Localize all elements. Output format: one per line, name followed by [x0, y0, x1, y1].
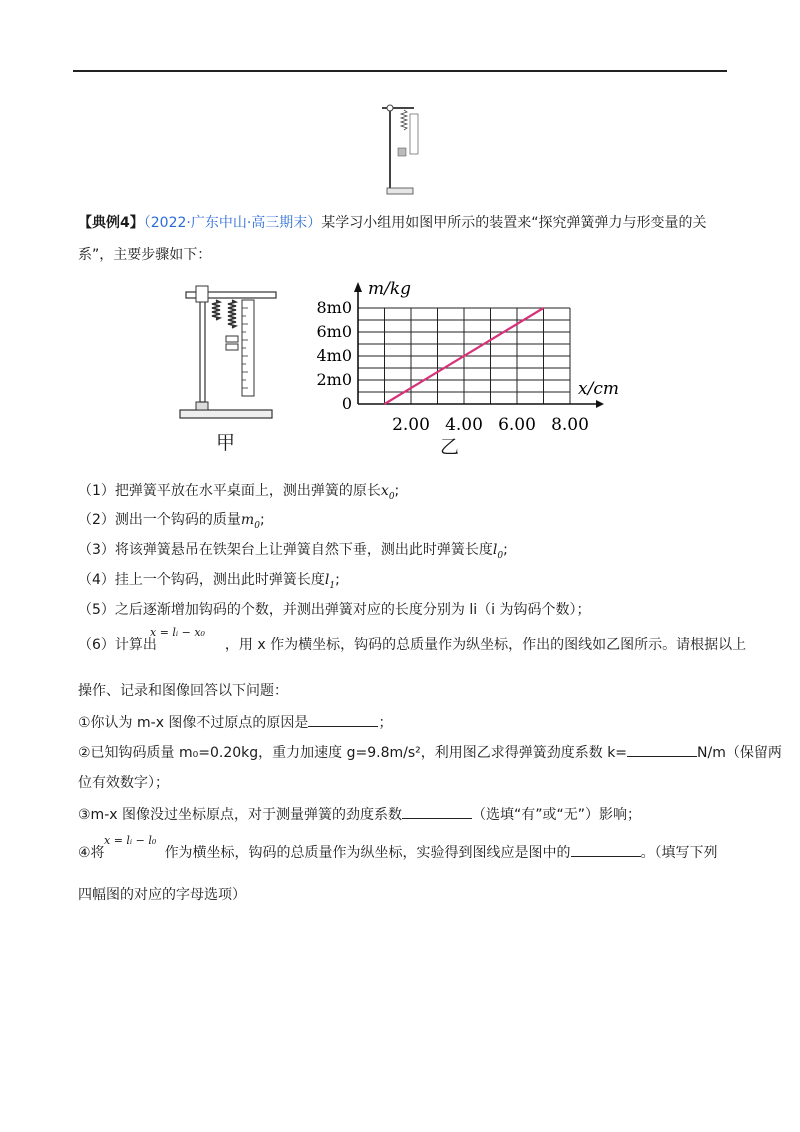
step-6-prefix: （6）计算出 — [78, 637, 157, 653]
question-3-options: （选填“有”或“无”）影响； — [471, 807, 641, 823]
step-2-text: （2）测出一个钩码的质量 — [78, 512, 241, 528]
question-4-formula: x = lᵢ − l₀ — [104, 834, 157, 847]
step-1 — [78, 482, 738, 506]
x-axis-label: x/cm — [578, 379, 619, 399]
y-tick-label: 4m0 — [316, 346, 352, 365]
step-2-variable: $m_0$ — [240, 512, 260, 531]
caption-apparatus: 甲 — [216, 432, 236, 454]
step-1-variable: $x_0$ — [380, 483, 395, 502]
step-1-text: （1）把弹簧平放在水平桌面上，测出弹簧的原长 — [78, 483, 381, 499]
question-4 — [78, 844, 738, 862]
step-4-end: ; — [335, 572, 340, 588]
x-tick-label: 2.00 — [392, 415, 430, 435]
intro-text-1: 某学习小组用如图甲所示的装置来“探究弹簧弹力与形变量的关 — [321, 215, 707, 231]
step-4 — [78, 571, 738, 595]
header-rule — [73, 70, 727, 72]
apparatus-figure — [178, 282, 278, 422]
example-source[interactable]: （2022·广东中山·高三期末） — [143, 215, 322, 231]
step-4-text: （4）挂上一个钩码，测出此时弹簧长度 — [78, 572, 325, 588]
question-1-text: ①你认为 m-x 图像不过原点的原因是 — [78, 715, 309, 731]
step-1-end: ; — [394, 483, 400, 499]
y-tick-label: 2m0 — [316, 370, 352, 389]
question-4-prefix: ④将 — [78, 845, 105, 861]
step-2-end: ; — [259, 512, 265, 528]
x-tick-label: 6.00 — [498, 415, 536, 435]
x-axis-arrow — [596, 400, 604, 408]
x-tick-label: 4.00 — [445, 415, 483, 435]
small-apparatus-figure — [370, 98, 430, 200]
y-axis-label: m/kg — [368, 279, 412, 299]
step-2 — [78, 511, 738, 535]
y-tick-label: 0 — [341, 394, 352, 413]
question-4-text: 作为横坐标，钩码的总质量作为纵坐标，实验得到图线应是图中的 — [164, 845, 571, 861]
question-4-line2: 四幅图的对应的字母选项） — [78, 887, 246, 903]
question-1-end: ； — [378, 715, 393, 731]
step-4-variable: $l_1$ — [324, 572, 336, 591]
step-6-formula: x = lᵢ − x₀ — [150, 626, 205, 639]
step-3-end: ; — [503, 542, 508, 558]
question-4-end: 。（填写下列 — [640, 845, 718, 861]
answer-blank-2[interactable] — [627, 744, 697, 757]
question-3-text: ③m-x 图像没过坐标原点，对于测量弹簧的劲度系数 — [78, 807, 402, 823]
caption-graph: 乙 — [440, 436, 460, 458]
question-2-line2: 位有效数字）； — [78, 775, 169, 791]
y-tick-label: 8m0 — [316, 298, 352, 317]
step-5 — [78, 601, 738, 619]
mass-extension-graph — [296, 270, 626, 440]
x-tick-label: 8.00 — [551, 415, 589, 435]
step-3-variable: $l_0$ — [492, 542, 504, 561]
step-3 — [78, 541, 738, 565]
question-1 — [78, 714, 738, 732]
step-6-suffix: ，用 x 作为横坐标，钩码的总质量作为纵坐标，作出的图线如乙图所示。请根据以上 — [224, 637, 747, 653]
example-intro-line2: 系”，主要步骤如下： — [78, 247, 212, 263]
step-6-line2: 操作、记录和图像回答以下问题： — [78, 683, 288, 699]
step-5-text: （5）之后逐渐增加钩码的个数，并测出弹簧对应的长度分别为 li（i 为钩码个数）； — [78, 602, 591, 618]
y-tick-label: 6m0 — [316, 322, 352, 341]
step-3-text: （3）将该弹簧悬吊在铁架台上让弹簧自然下垂，测出此时弹簧长度 — [78, 542, 493, 558]
y-axis-arrow — [354, 282, 362, 292]
answer-blank-4[interactable] — [571, 844, 641, 857]
answer-blank-3[interactable] — [402, 806, 472, 819]
answer-blank-1[interactable] — [308, 714, 378, 727]
question-2-text: ②已知钩码质量 m₀=0.20kg，重力加速度 g=9.8m/s²，利用图乙求得弹簧劲度系数 k= — [78, 745, 628, 761]
example-tag: 【典例4】 — [78, 215, 144, 231]
example-intro-line1 — [78, 214, 738, 232]
question-2-unit: N/m（保留两 — [697, 745, 782, 761]
question-2 — [78, 744, 782, 762]
question-3 — [78, 806, 738, 824]
